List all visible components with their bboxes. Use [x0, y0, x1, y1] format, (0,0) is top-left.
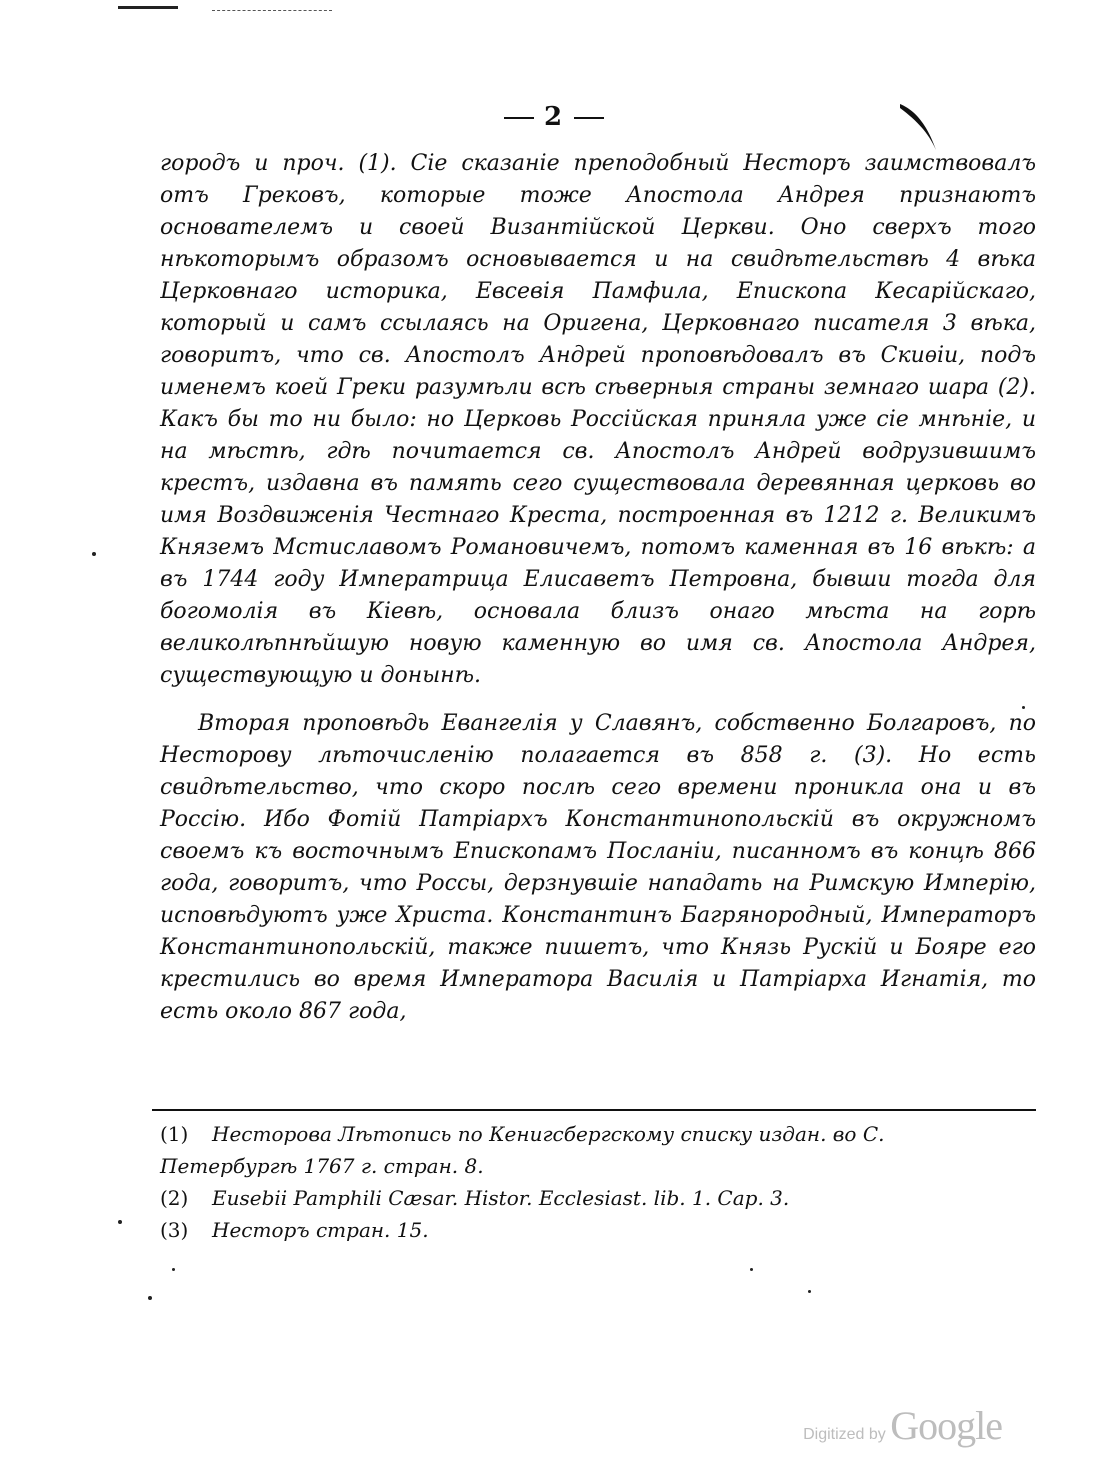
- page-number-dash-left: [504, 117, 534, 119]
- footnote-text: Несторъ стран. 15.: [212, 1218, 429, 1242]
- footnote-mark: (1): [160, 1122, 189, 1146]
- paragraph-2: Вторая проповѣдь Евангелія у Славянъ, собственно Болгаровъ, по Несторову лѣточисленію полагается въ 858 г. (3). Но есть свидѣтельство, что скоро послѣ сего времени проникла она и въ Россію. Ибо Фотій Патріархъ Константинопольскій въ окружномъ своемъ къ восточнымъ Епископамъ Посланіи, писанномъ въ концѣ 866 года, говоритъ, что Россы, дерзнувшіе нападать на Римскую Имперію, исповѣдуютъ уже Христа. Константинъ Багрянородный, Императоръ Константинопольскій, также пишетъ, что Князь Рускій и Бояре его крестились во время Императора Василія и Патріарха Игнатія, то есть около 867 года,: [160, 711, 1036, 1024]
- scan-speck: [148, 1296, 152, 1300]
- footnote-2: [160, 1182, 1040, 1214]
- footnote-text: Несторова Лѣтопись по Кенигсбергскому списку издан. во С.: [212, 1122, 885, 1146]
- footnote-separator: [152, 1109, 1036, 1111]
- scan-artifact-top-dashes: [212, 10, 332, 12]
- page-number-dash-right: [574, 117, 604, 119]
- scan-artifact-top: [118, 6, 178, 9]
- footnotes: [160, 1118, 1040, 1246]
- main-text: [160, 148, 1036, 1028]
- ink-stroke-artifact: [900, 104, 940, 152]
- footnote-1: [160, 1118, 1040, 1150]
- scan-speck: [750, 1268, 753, 1271]
- footnote-3: [160, 1214, 1040, 1246]
- scan-speck: [808, 1290, 811, 1293]
- page-number: [0, 102, 1108, 132]
- digitized-watermark: [803, 1402, 1002, 1449]
- watermark-prefix: Digitized by: [803, 1426, 886, 1443]
- scan-speck: [92, 552, 96, 556]
- scan-speck: [118, 1220, 122, 1224]
- google-logo: Google: [890, 1403, 1002, 1448]
- scan-speck: [1022, 706, 1025, 709]
- footnote-1-continuation: Петербургѣ 1767 г. стран. 8.: [160, 1154, 484, 1178]
- footnote-text: Eusebii Pamphili Cæsar. Histor. Ecclesiast. lib. 1. Cap. 3.: [212, 1186, 790, 1210]
- scan-speck: [172, 1268, 175, 1271]
- page-number-value: 2: [543, 102, 565, 132]
- footnote-mark: (2): [160, 1186, 189, 1210]
- footnote-mark: (3): [160, 1218, 189, 1242]
- paragraph-1: городъ и проч. (1). Сіе сказаніе преподобный Несторъ заимствовалъ отъ Грековъ, которые тоже Апостола Андрея признаютъ основателемъ и своей Византійской Церкви. Оно сверхъ того нѣкоторымъ образомъ основывается и на свидѣтельствѣ 4 вѣка Церковнаго историка, Евсевія Памфила, Епископа Кесарійскаго, который и самъ ссылаясь на Оригена, Церковнаго писателя 3 вѣка, говоритъ, что св. Апостолъ Андрей проповѣдовалъ въ Скиѳіи, подъ именемъ коей Греки разумѣли всѣ сѣверныя страны земнаго шара (2). Какъ бы то ни было: но Церковь Россійская приняла уже сіе мнѣніе, и на мѣстѣ, гдѣ почитается св. Апостолъ Андрей водрузившимъ крестъ, издавна въ память сего существовала деревянная церковь во имя Воздвиженія Честнаго Креста, построенная въ 1212 г. Великимъ Княземъ Мстиславомъ Романовичемъ, потомъ каменная въ 16 вѣкѣ: а въ 1744 году Императрица Елисаветъ Петровна, бывши тогда для богомолія въ Кіевѣ, основала близъ онаго мѣста на горѣ великолѣпнѣйшую новую каменную во имя св. Апостола Андрея, существующую и донынѣ.: [160, 151, 1036, 688]
